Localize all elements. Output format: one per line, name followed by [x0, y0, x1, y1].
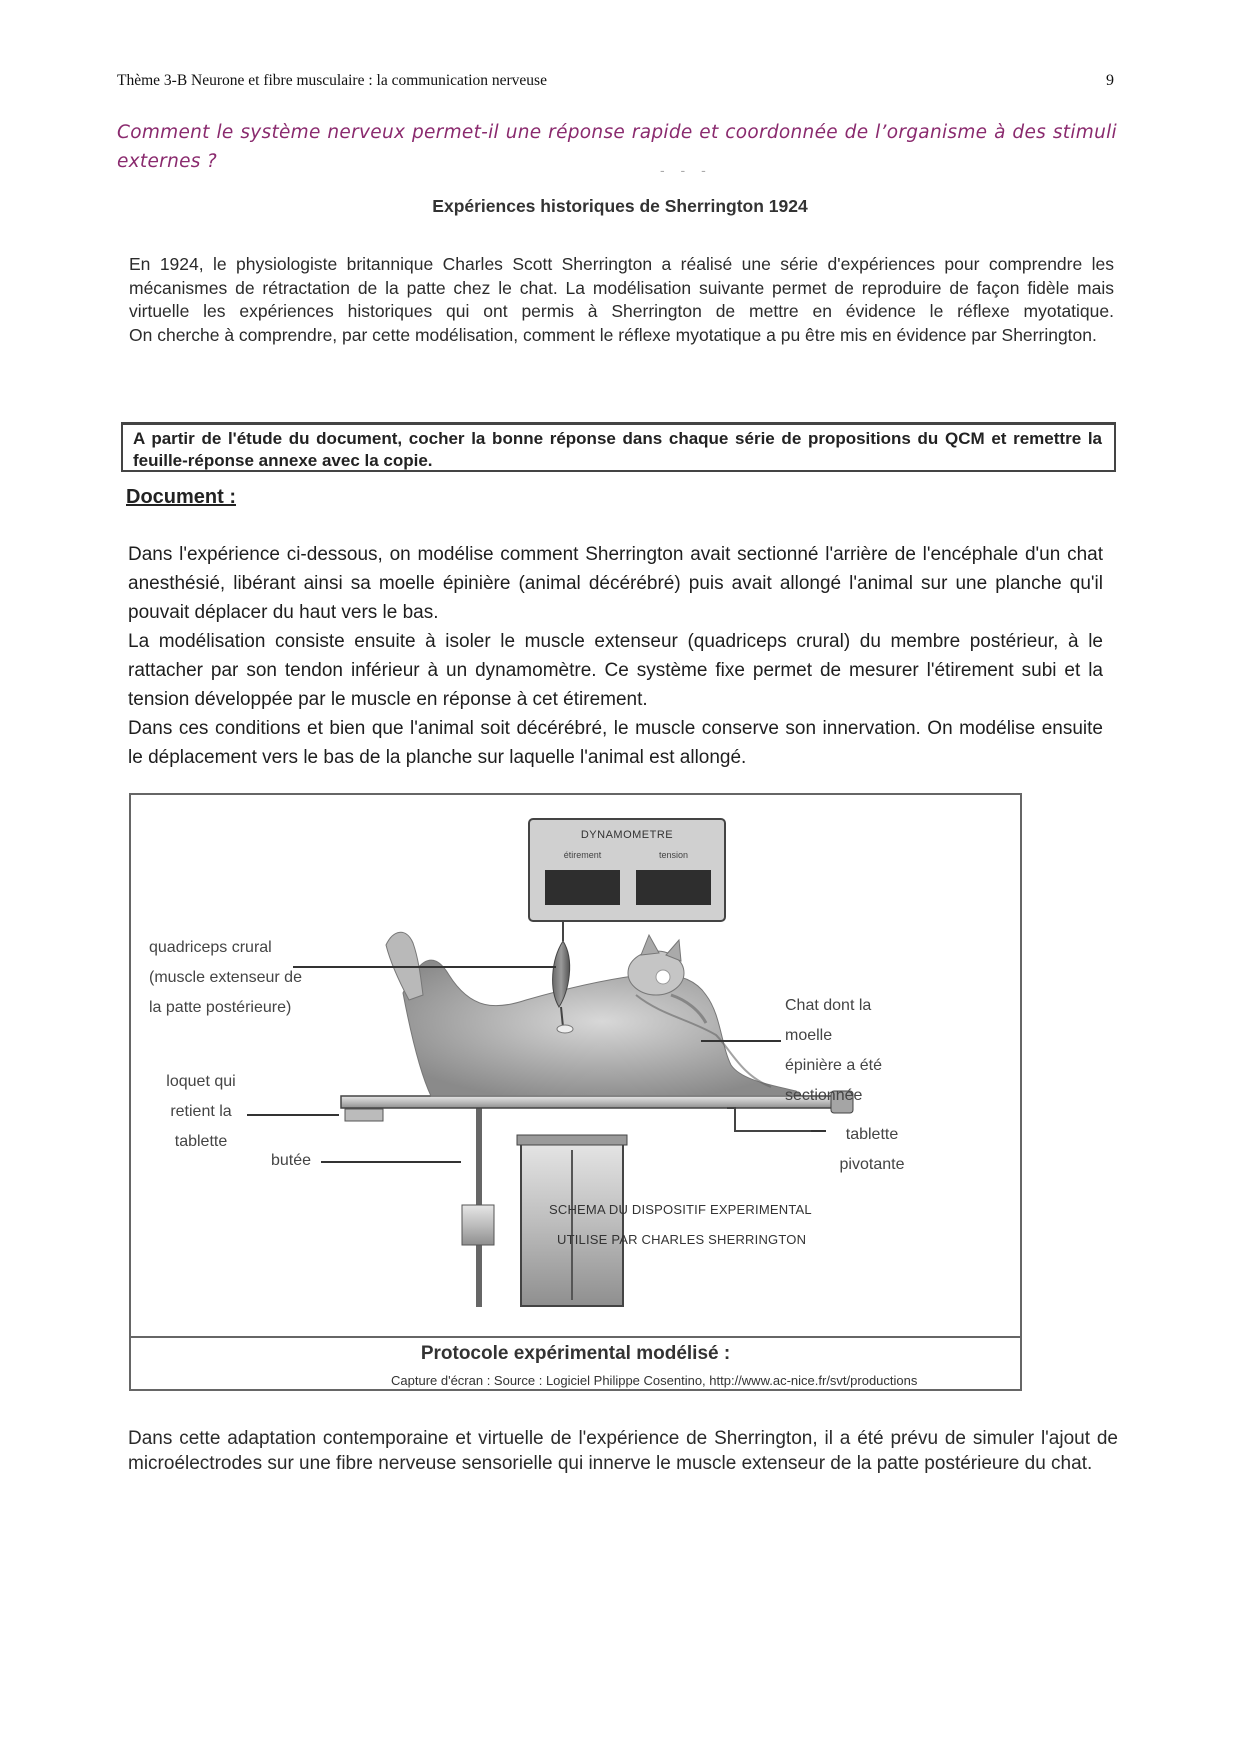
closing-paragraph: Dans cette adaptation contemporaine et virtuelle de l'expérience de Sherrington, il a été prévu de simuler l'ajout de microélectrodes sur une fibre nerveuse sensorielle qui innerve le muscle extenseur de la patte postérieure du chat.	[128, 1428, 1118, 1474]
tension-display-label: tension	[658, 850, 689, 860]
figure-divider	[131, 1336, 1020, 1338]
dynamometer-title: DYNAMOMETRE	[580, 829, 674, 841]
guiding-question: Comment le système nerveux permet-il une réponse rapide et coordonnée de l’organisme à des stimuli externes ?	[117, 122, 1117, 172]
document-paragraph-1: Dans l'expérience ci-dessous, on modélise comment Sherrington avait sectionné l'arrière de l'encéphale d'un chat anesthésié, libérant ainsi sa moelle épinière (animal décérébré) puis avait allongé l'animal sur une planche qu'il pouvait déplacer du haut vers le bas.	[128, 544, 1103, 623]
label-cat: Chat dont la moelle épinière a été sectionnée	[785, 997, 882, 1104]
intro-text	[129, 253, 1114, 347]
scan-artifact-dashes: ‐ ‐ ‐	[660, 162, 712, 178]
document-paragraph-3: Dans ces conditions et bien que l'animal soit décérébré, le muscle conserve son innervation. On modélise ensuite le déplacement vers le bas de la planche sur laquelle l'animal est allongé.	[128, 718, 1103, 768]
document-heading: Document :	[126, 486, 236, 508]
diagram-caption: SCHEMA DU DISPOSITIF EXPERIMENTAL UTILISE PAR CHARLES SHERRINGTON	[549, 1202, 812, 1247]
experiment-figure	[129, 793, 1022, 1391]
intro-paragraph-1: En 1924, le physiologiste britannique Charles Scott Sherrington a réalisé une série d'expériences pour comprendre les mécanismes de rétractation de la patte chez le chat. La modélisation suivante permet de reproduire de façon fidèle mais virtuelle les expériences historiques qui ont permis à Sherrington de mettre en évidence le réflexe myotatique.	[129, 254, 1114, 321]
cat-illustration	[386, 932, 801, 1096]
figure-title: Protocole expérimental modélisé :	[420, 1343, 731, 1364]
label-quadriceps: quadriceps crural (muscle extenseur de la patte postérieure)	[149, 939, 302, 1016]
figure-source: Capture d'écran : Source : Logiciel Philippe Cosentino, http://www.ac-nice.fr/svt/productions	[391, 1373, 918, 1388]
pivoting-tray	[341, 1091, 853, 1131]
document-text	[128, 540, 1103, 772]
section-title: Expériences historiques de Sherrington 1924	[432, 196, 808, 216]
task-instruction-box: A partir de l'étude du document, cocher la bonne réponse dans chaque série de propositions du QCM et remettre la feuille-réponse annexe avec la copie.	[121, 422, 1116, 472]
page-number: 9	[1106, 72, 1114, 89]
running-header: Thème 3-B Neurone et fibre musculaire : la communication nerveuse	[117, 72, 547, 89]
stretch-display-label: étirement	[563, 850, 602, 860]
label-latch: loquet qui retient la tablette	[166, 1073, 236, 1150]
intro-paragraph-2: On cherche à comprendre, par cette modélisation, comment le réflexe myotatique a pu être mis en évidence par Sherrington.	[129, 324, 1097, 345]
document-paragraph-2: La modélisation consiste ensuite à isoler le muscle extenseur (quadriceps crural) du membre postérieur, à le rattacher par son tendon inférieur à un dynamomètre. Ce système fixe permet de mesurer l'étirement subi et la tension développée par le muscle en réponse à cet étirement.	[128, 631, 1103, 710]
label-tray: tablette pivotante	[839, 1126, 905, 1173]
closing-text	[128, 1426, 1118, 1476]
label-stop: butée	[271, 1152, 312, 1169]
